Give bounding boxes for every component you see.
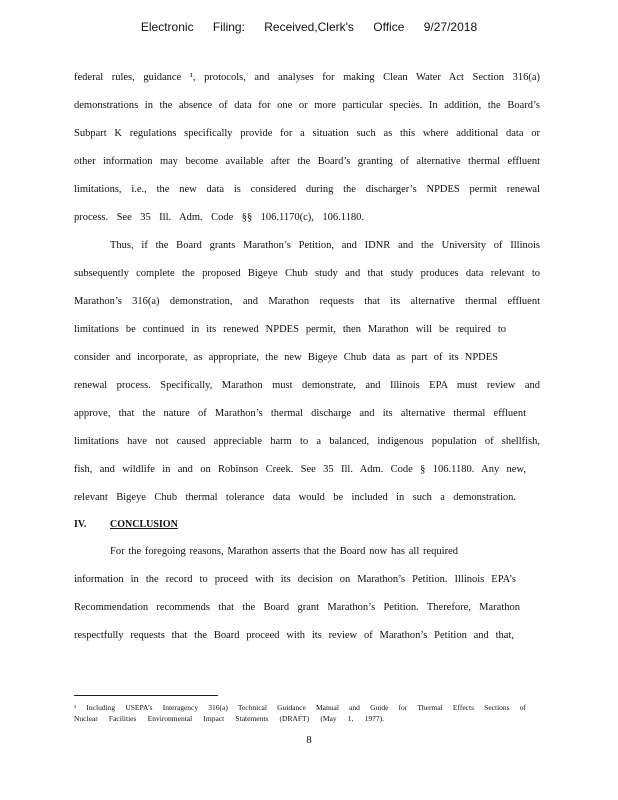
body-line: relevant Bigeye Chub thermal tolerance data would be included in such a demonstration.	[74, 492, 516, 503]
section-number: IV.	[74, 519, 87, 530]
header-received: Received,Clerk's	[264, 20, 354, 34]
body-line: other information may become available after the Board’s granting of alternative thermal effluent	[74, 156, 540, 167]
body-line: respectfully requests that the Board proceed with its review of Marathon’s Petition and that,	[74, 630, 514, 641]
body-line: demonstrations in the absence of data for one or more particular species. In addition, the Board’s	[74, 100, 540, 111]
page-number: 8	[306, 734, 312, 746]
body-line: Thus, if the Board grants Marathon’s Petition, and IDNR and the University of Illinois	[110, 240, 540, 251]
body-line: fish, and wildlife in and on Robinson Creek. See 35 Ill. Adm. Code § 106.1180. Any new,	[74, 464, 526, 475]
body-line: process. See 35 Ill. Adm. Code §§ 106.1170(c), 106.1180.	[74, 212, 364, 223]
filing-header	[0, 20, 618, 34]
header-electronic: Electronic	[140, 20, 194, 34]
body-line: consider and incorporate, as appropriate, the new Bigeye Chub data as part of its NPDES	[74, 352, 498, 363]
footnote-line: Nuclear Facilities Environmental Impact Statements (DRAFT) (May 1, 1977).	[74, 714, 384, 723]
section-title: CONCLUSION	[110, 519, 178, 530]
body-line: subsequently complete the proposed Bigeye Chub study and that study produces data relevant to	[74, 268, 540, 279]
body-line: For the foregoing reasons, Marathon asserts that the Board now has all required	[110, 546, 458, 557]
body-line: limitations, i.e., the new data is considered during the discharger’s NPDES permit renewal	[74, 184, 540, 195]
footnote-line: ¹ Including USEPA’s Interagency 316(a) Technical Guidance Manual and Guide for Thermal Effects Sections of	[74, 703, 526, 712]
section-heading	[74, 519, 192, 530]
header-office: Office	[373, 20, 405, 34]
body-line: Recommendation recommends that the Board grant Marathon’s Petition. Therefore, Marathon	[74, 602, 520, 613]
body-line: Marathon’s 316(a) demonstration, and Marathon requests that its alternative thermal effluent	[74, 296, 540, 307]
body-line: limitations be continued in its renewed NPDES permit, then Marathon will be required to	[74, 324, 506, 335]
body-line: Subpart K regulations specifically provide for a situation such as this where additional data or	[74, 128, 540, 139]
body-line: renewal process. Specifically, Marathon must demonstrate, and Illinois EPA must review and	[74, 380, 540, 391]
header-filing: Filing:	[212, 20, 245, 34]
body-line: limitations have not caused appreciable harm to a balanced, indigenous population of shellfish,	[74, 436, 540, 447]
body-line: approve, that the nature of Marathon’s thermal discharge and its alternative thermal effluent	[74, 408, 526, 419]
header-date: 9/27/2018	[423, 20, 478, 34]
body-line: information in the record to proceed with its decision on Marathon’s Petition. Illinois EPA’s	[74, 574, 516, 585]
body-line: federal rules, guidance ¹, protocols, and analyses for making Clean Water Act Section 316(a)	[74, 72, 540, 83]
footnote-divider	[74, 695, 218, 696]
